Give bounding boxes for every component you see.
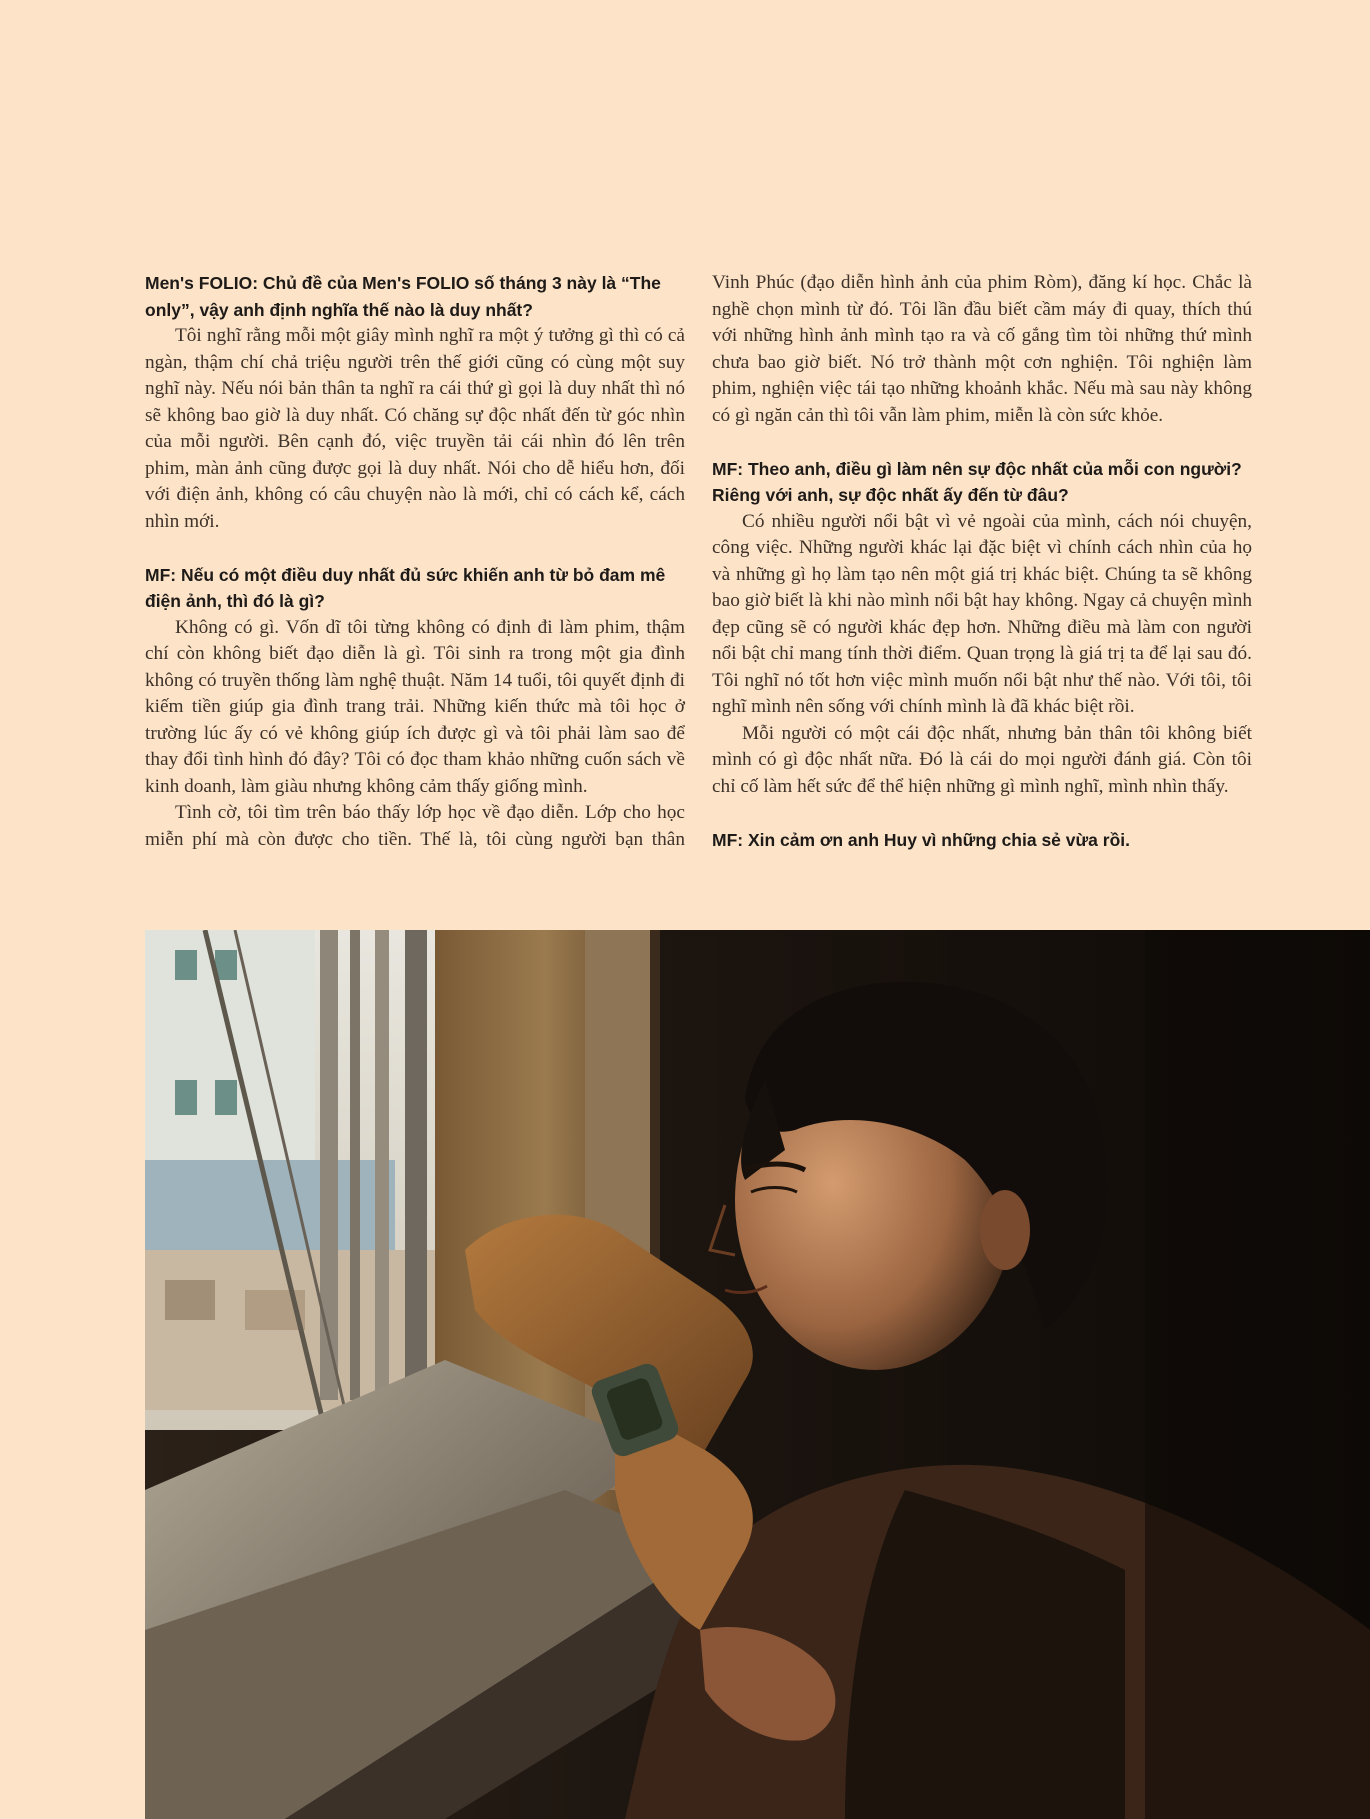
answer-5: Mỗi người có một cái độc nhất, nhưng bản thân tôi không biết mình có gì độc nhất nữa. Đó là cái do mọi người đánh giá. Còn tôi chỉ cố làm hết sức để thể hiện những gì mình nghĩ, mình nhìn thấy. bbox=[712, 722, 1252, 797]
question-1: Men's FOLIO: Chủ đề của Men's FOLIO số tháng 3 này là “The only”, vậy anh định nghĩa thế nào là duy nhất? bbox=[145, 273, 661, 320]
spacer bbox=[712, 429, 1252, 456]
portrait-photo bbox=[145, 930, 1370, 1819]
answer-4: Có nhiều người nổi bật vì vẻ ngoài của mình, cách nói chuyện, công việc. Những người khác lại đặc biệt vì chính cách nhìn của họ và những gì họ làm tạo nên một giá trị khác biệt. Chúng ta sẽ không bao giờ biết là khi nào mình nổi bật hay không. Ngay cả chuyện mình đẹp cũng sẽ có người khác đẹp hơn. Những điều mà làm con người nổi bật chỉ mang tính thời điểm. Quan trọng là giá trị ta để lại sau đó. Tôi nghĩ nó tốt hơn việc mình muốn nổi bật như thế nào. Với tôi, tôi nghĩ mình nên sống với chính mình là đã khác biệt rồi. bbox=[712, 510, 1252, 717]
right-column bbox=[712, 270, 1252, 853]
spacer bbox=[712, 800, 1252, 827]
spacer bbox=[145, 535, 685, 562]
question-2: MF: Nếu có một điều duy nhất đủ sức khiến anh từ bỏ đam mê điện ảnh, thì đó là gì? bbox=[145, 564, 666, 611]
answer-2: Không có gì. Vốn dĩ tôi từng không có định đi làm phim, thậm chí còn không biết đạo diễn là gì. Tôi sinh ra trong một gia đình không có truyền thống làm nghệ thuật. Năm 14 tuổi, tôi quyết định đi kiếm tiền giúp gia đình trang trải. Những kiến thức mà tôi học ở trường lúc ấy có vẻ không giúp ích được gì và tôi phải làm sao để thay đổi tình hình đó đây? Tôi có đọc tham khảo những cuốn sách về kinh doanh, làm giàu nhưng không cảm thấy giống mình. bbox=[145, 616, 685, 797]
closing-line: MF: Xin cảm ơn anh Huy vì những chia sẻ vừa rồi. bbox=[712, 829, 1131, 850]
answer-3-start: Tình cờ, tôi tìm trên báo thấy lớp học về đạo diễn. Lớp cho học miễn phí mà còn được cho tiền. Thế là, tôi cùng người bạn thân bbox=[145, 802, 685, 850]
question-3: MF: Theo anh, điều gì làm nên sự độc nhất của mỗi con người? Riêng với anh, sự độc nhất ấy đến từ đâu? bbox=[712, 458, 1242, 505]
answer-3-continued: Vinh Phúc (đạo diễn hình ảnh của phim Ròm), đăng kí học. Chắc là nghề chọn mình từ đó. Tôi lần đầu biết cầm máy đi quay, thích thú với những hình ảnh mình tạo ra và cố gắng tìm tòi những thứ mình chưa bao giờ biết. Nó trở thành một cơn nghiện. Tôi nghiện làm phim, nghiện việc tái tạo những khoảnh khắc. Nếu mà sau này không có gì ngăn cản thì tôi vẫn làm phim, miễn là còn sức khỏe. bbox=[712, 272, 1252, 426]
article-body bbox=[145, 270, 1252, 870]
portrait-photo-illustration bbox=[145, 930, 1370, 1819]
answer-1: Tôi nghĩ rằng mỗi một giây mình nghĩ ra một ý tưởng gì thì có cả ngàn, thậm chí chả triệu người trên thế giới cũng có cùng một suy nghĩ này. Nếu nói bản thân ta nghĩ ra cái thứ gì gọi là duy nhất thì nó sẽ không bao giờ là duy nhất. Có chăng sự độc nhất đến từ góc nhìn của mỗi người. Bên cạnh đó, việc truyền tải cái nhìn đó lên trên phim, màn ảnh cũng được gọi là duy nhất. Nói cho dễ hiểu hơn, đối với điện ảnh, không có câu chuyện nào là mới, chỉ có cách kể, cách nhìn mới. bbox=[145, 325, 685, 532]
left-column bbox=[145, 270, 685, 853]
